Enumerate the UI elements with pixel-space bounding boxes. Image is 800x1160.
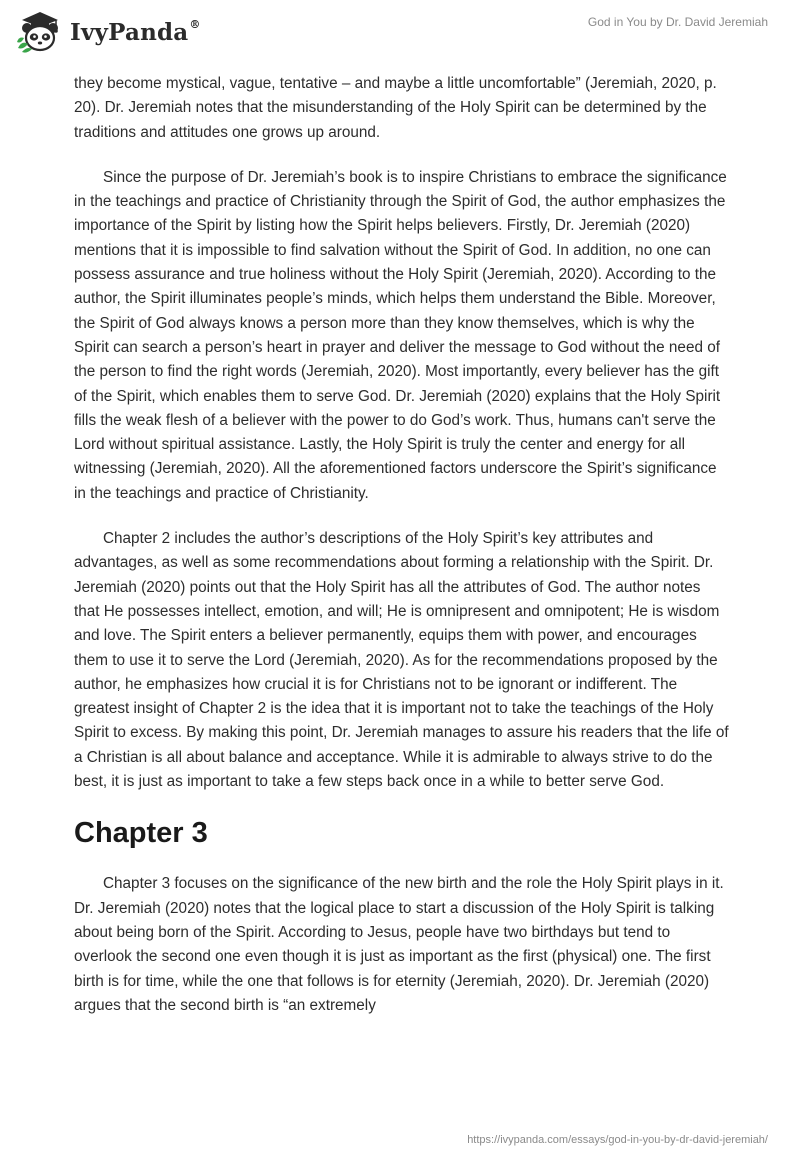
ivypanda-logo[interactable] xyxy=(14,8,201,54)
paragraph-chapter-2: Chapter 2 includes the author’s descriptions of the Holy Spirit’s key attributes and advantages, as well as some recommendations about forming a relationship with the Spirit. Dr. Jeremiah (2020) points out that the Holy Spirit has all the attributes of God. The author notes that He possesses intellect, emotion, and will; He is omnipresent and omnipotent; He is wisdom and love. The Spirit enters a believer permanently, equips them with power, and encourages them to use it to serve the Lord (Jeremiah, 2020). As for the recommendations proposed by the author, he emphasizes how crucial it is for Christians not to be ignorant or indifferent. The greatest insight of Chapter 2 is the idea that it is important not to take the teachings of the Holy Spirit to excess. By making this point, Dr. Jeremiah manages to assure his readers that the life of a Christian is all about balance and acceptance. While it is admirable to always strive to do the best, it is just as important to take a few steps back once in a while to better serve God. xyxy=(74,530,729,791)
document-title: God in You by Dr. David Jeremiah xyxy=(587,15,768,29)
chapter-3-heading: Chapter 3 xyxy=(74,817,208,850)
paragraph-chapter-3: Chapter 3 focuses on the significance of the new birth and the role the Holy Spirit plays in it. Dr. Jeremiah (2020) notes that the logical place to start a discussion of the Holy Spirit is talking about being born of the Spirit. According to Jesus, people have two birthdays but tend to overlook the second one even though it is just as important as the first (physical) one. The first birth is for time, while the one that follows is for eternity (Jeremiah, 2020). Dr. Jeremiah (2020) argues that the second birth is “an extremely xyxy=(74,875,724,1014)
panda-graduation-cap-icon xyxy=(14,8,62,54)
paragraph-spirit-helps-believers: Since the purpose of Dr. Jeremiah’s book is to inspire Christians to embrace the significance in the teachings and practice of Christianity through the Spirit of God, the author emphasizes the importance of the Spirit by listing how the Spirit helps believers. Firstly, Dr. Jeremiah (2020) mentions that it is impossible to find salvation without the Spirit of God. In addition, no one can possess assurance and true holiness without the Holy Spirit (Jeremiah, 2020). According to the author, the Spirit illuminates people’s minds, which helps them understand the Bible. Moreover, the Spirit of God always knows a person more than they know themselves, which is why the Spirit can search a person’s heart in prayer and deliver the message to God without the need of the person to find the right words (Jeremiah, 2020). Most importantly, every believer has the gift of the Spirit, which enables them to serve God. Dr. Jeremiah (2020) explains that the Holy Spirit fills the weak flesh of a believer with the power to do God’s work. Thus, humans can't serve the Lord without spiritual assistance. Lastly, the Holy Spirit is truly the center and energy for all witnessing (Jeremiah, 2020). All the aforementioned factors underscore the Spirit’s significance in the teachings and practice of Christianity. xyxy=(74,168,727,502)
registered-mark: ® xyxy=(189,17,201,31)
paragraph-continuation: they become mystical, vague, tentative – and maybe a little uncomfortable” (Jeremiah, 2020, p. 20). Dr. Jeremiah notes that the misunderstanding of the Holy Spirit can be determined by the traditions and attitudes one grows up around. xyxy=(74,75,717,141)
essay-body xyxy=(74,72,730,1039)
source-url[interactable]: https://ivypanda.com/essays/god-in-you-by-dr-david-jeremiah/ xyxy=(467,1134,768,1146)
page-header xyxy=(0,0,800,70)
logo-wordmark: IvyPanda® xyxy=(70,17,201,46)
